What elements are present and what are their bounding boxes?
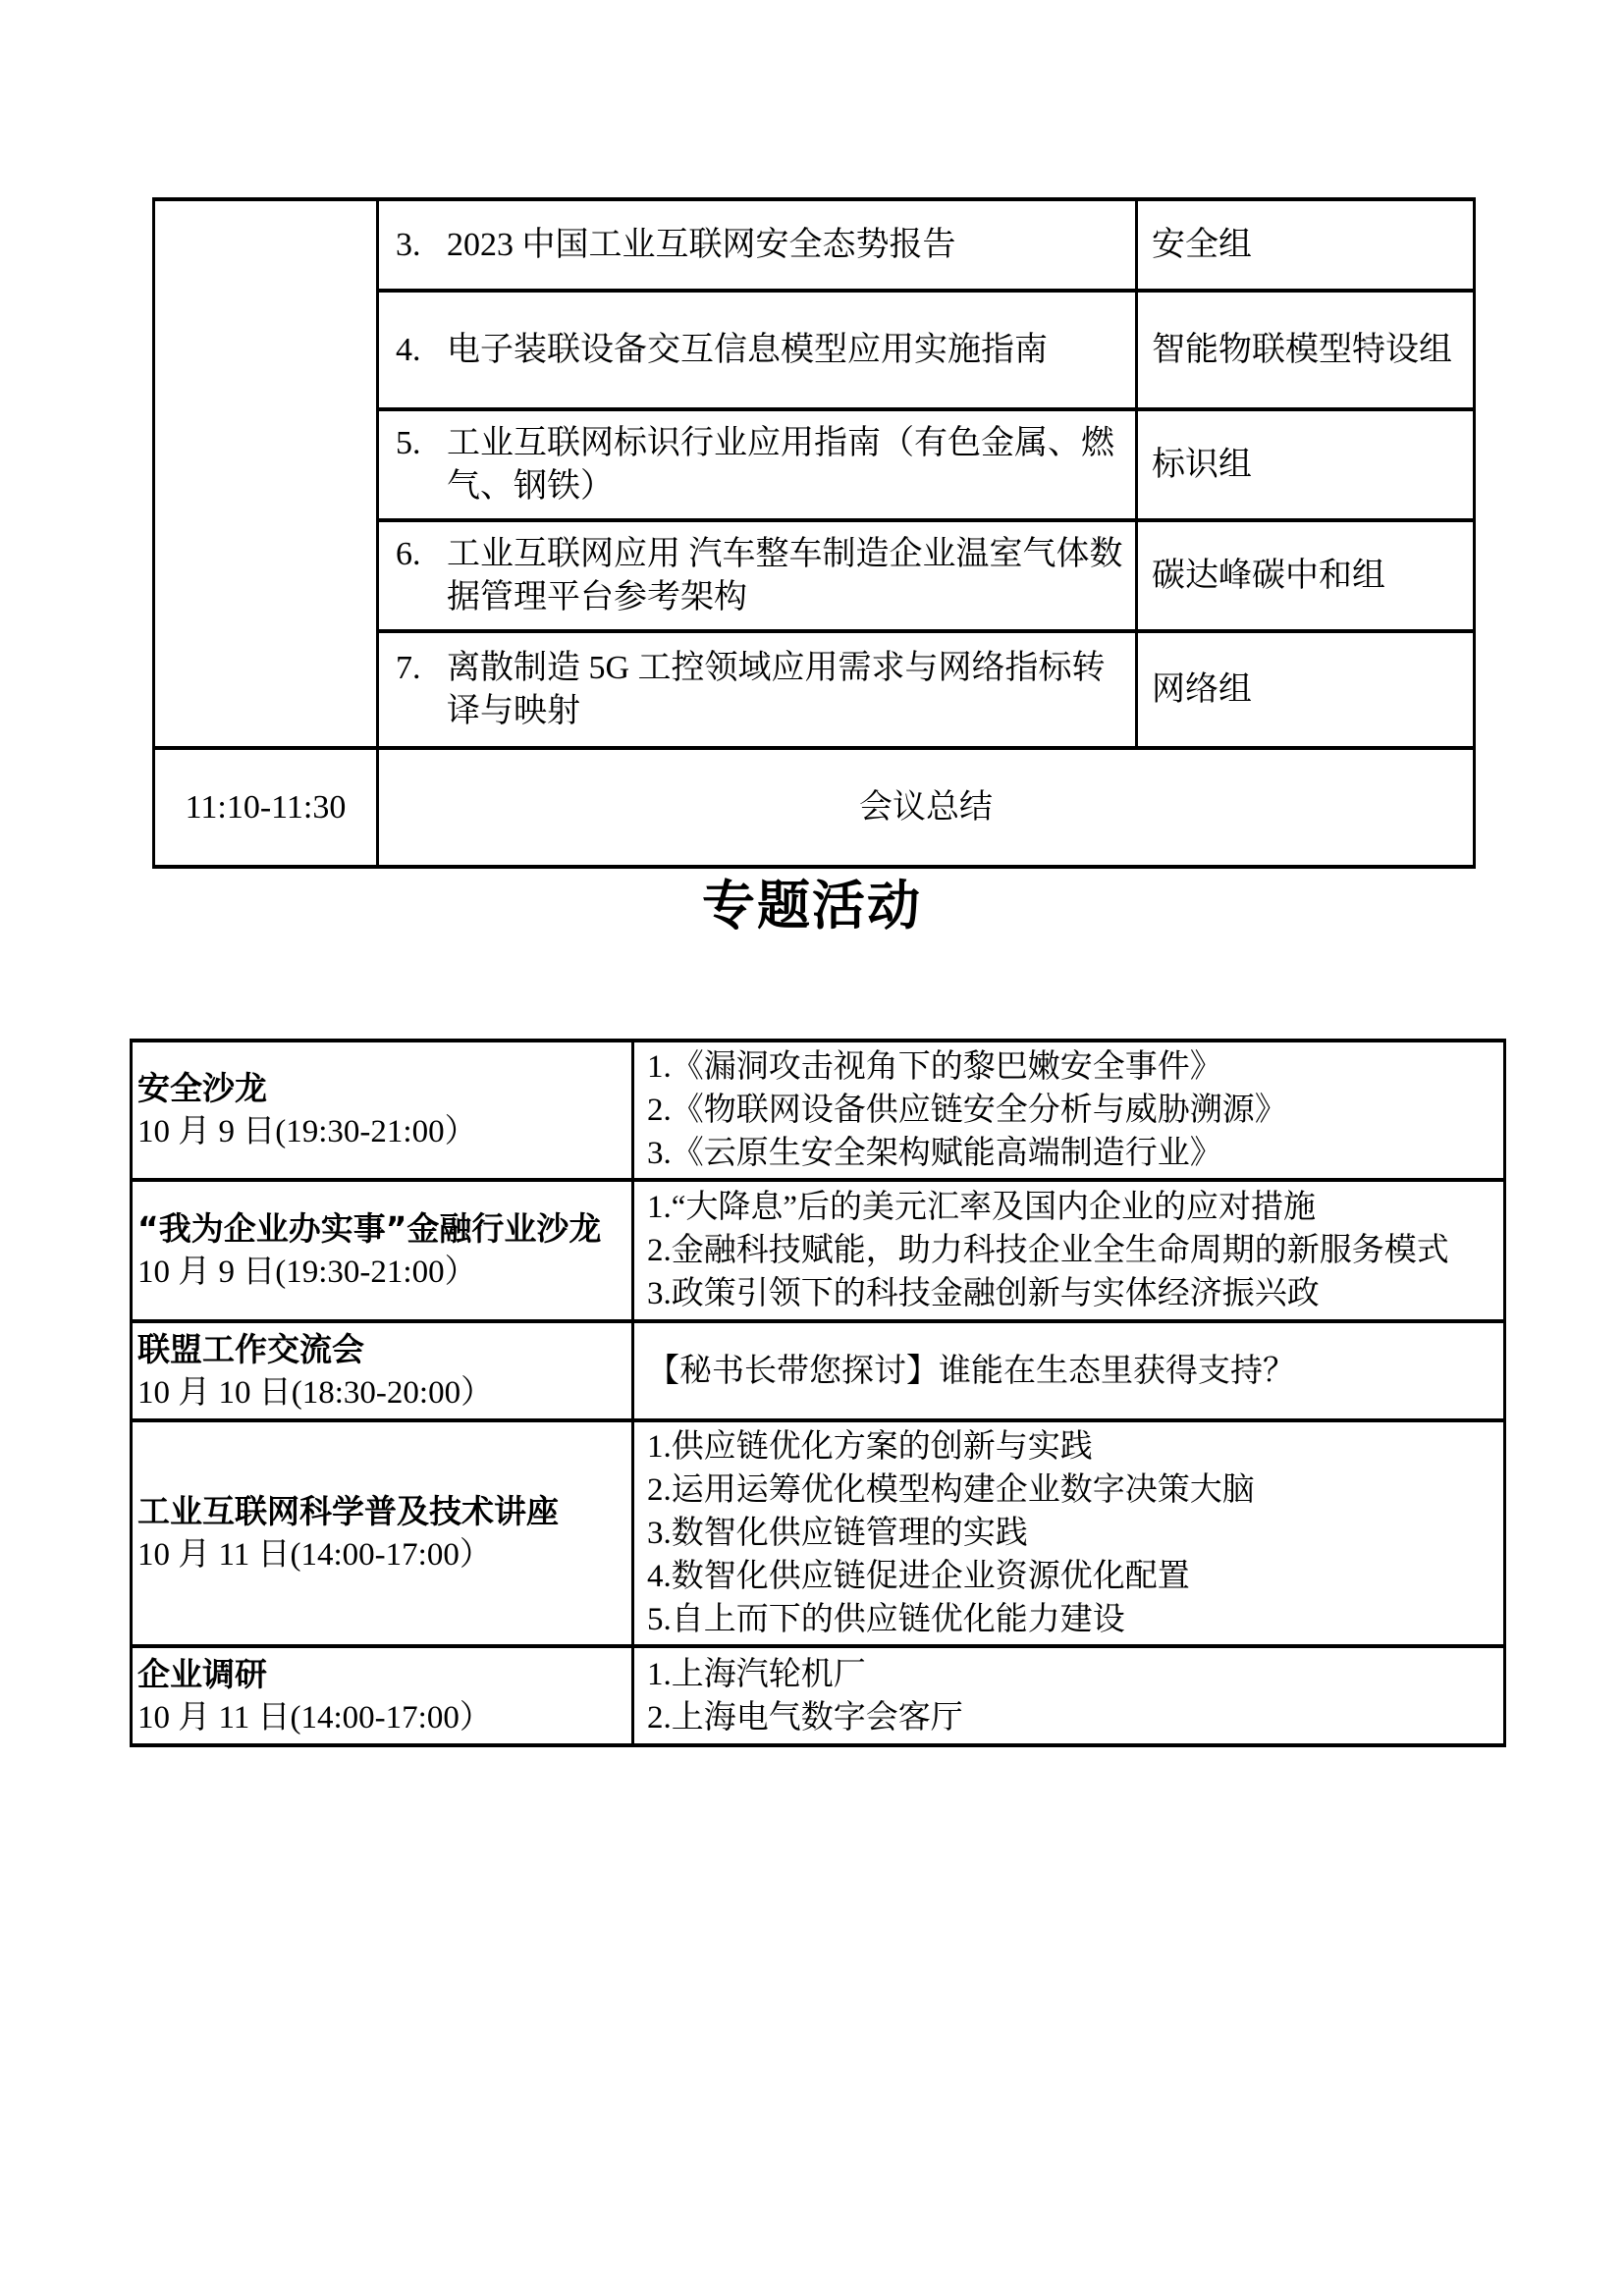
activity-item: 1.上海汽轮机厂 xyxy=(647,1656,866,1692)
activity-name: 安全沙龙 xyxy=(137,1069,267,1107)
activity-name: 工业互联网科学普及技术讲座 xyxy=(137,1492,559,1530)
activity-item: 3.政策引领下的科技金融创新与实体经济振兴政 xyxy=(647,1276,1320,1311)
agenda-item-cell xyxy=(378,409,1137,520)
agenda-item-cell xyxy=(378,199,1137,291)
activity-item: 1.《漏洞攻击视角下的黎巴嫩安全事件》 xyxy=(647,1049,1222,1085)
agenda-time-cell: 11:10-11:30 xyxy=(154,748,378,867)
agenda-item-text xyxy=(396,647,1123,733)
activity-item: 1.“大降息”后的美元汇率及国内企业的应对措施 xyxy=(647,1190,1317,1225)
activity-list-cell xyxy=(633,1420,1505,1646)
activity-item: 3.数智化供应链管理的实践 xyxy=(647,1516,1028,1551)
agenda-item-number: 6. xyxy=(396,535,421,572)
activities-table xyxy=(130,1039,1506,1747)
agenda-item-number: 7. xyxy=(396,649,421,686)
activity-date: 10 月 9 日(19:30-21:00） xyxy=(137,1255,477,1290)
agenda-group-cell: 智能物联模型特设组 xyxy=(1137,291,1475,409)
agenda-table xyxy=(152,197,1476,869)
agenda-time-cell-empty xyxy=(154,199,378,748)
agenda-group-cell: 安全组 xyxy=(1137,199,1475,291)
activity-item: 2.《物联网设备供应链安全分析与威胁溯源》 xyxy=(647,1093,1287,1128)
agenda-group-cell: 网络组 xyxy=(1137,631,1475,748)
agenda-item-cell xyxy=(378,291,1137,409)
activity-date: 10 月 11 日(14:00-17:00） xyxy=(137,1699,492,1735)
activity-item: 2.上海电气数字会客厅 xyxy=(647,1699,963,1735)
activity-item: 4.数智化供应链促进企业资源优化配置 xyxy=(647,1559,1190,1594)
agenda-item-cell xyxy=(378,631,1137,748)
agenda-item-title: 工业互联网标识行业应用指南（有色金属、燃气、钢铁） xyxy=(447,424,1114,505)
activity-item: 【秘书长带您探讨】谁能在生态里获得支持？ xyxy=(647,1353,1295,1389)
activity-list-cell xyxy=(633,1321,1505,1420)
activity-row xyxy=(132,1041,1505,1180)
activity-date: 10 月 9 日(19:30-21:00） xyxy=(137,1114,477,1149)
activity-item: 1.供应链优化方案的创新与实践 xyxy=(647,1429,1093,1465)
activity-head-cell xyxy=(132,1041,633,1180)
agenda-item-title: 工业互联网应用 汽车整车制造企业温室气体数据管理平台参考架构 xyxy=(447,535,1123,615)
activity-list-cell xyxy=(633,1646,1505,1745)
activity-head-cell xyxy=(132,1420,633,1646)
agenda-group-cell: 标识组 xyxy=(1137,409,1475,520)
activity-head-cell xyxy=(132,1646,633,1745)
agenda-item-text xyxy=(396,533,1123,619)
agenda-group-cell: 碳达峰碳中和组 xyxy=(1137,520,1475,631)
activity-date: 10 月 10 日(18:30-20:00） xyxy=(137,1374,494,1411)
agenda-item-text xyxy=(396,422,1123,508)
agenda-summary-cell: 会议总结 xyxy=(378,748,1475,867)
activity-row xyxy=(132,1646,1505,1745)
activity-item: 3.《云原生安全架构赋能高端制造行业》 xyxy=(647,1136,1222,1171)
agenda-item-title: 离散制造 5G 工控领域应用需求与网络指标转译与映射 xyxy=(447,649,1106,729)
agenda-item-number: 4. xyxy=(396,331,421,368)
activity-name: “我为企业办实事”金融行业沙龙 xyxy=(137,1209,602,1248)
activity-row xyxy=(132,1180,1505,1321)
agenda-item-title: 电子装联设备交互信息模型应用实施指南 xyxy=(447,331,1048,368)
activity-item: 5.自上而下的供应链优化能力建设 xyxy=(647,1602,1125,1637)
activity-head-cell xyxy=(132,1321,633,1420)
agenda-item-cell xyxy=(378,520,1137,631)
agenda-item-text xyxy=(396,224,1123,267)
activity-head-cell xyxy=(132,1180,633,1321)
activity-row xyxy=(132,1420,1505,1646)
activity-list-cell xyxy=(633,1041,1505,1180)
activity-name: 企业调研 xyxy=(137,1654,267,1693)
activity-date: 10 月 11 日(14:00-17:00） xyxy=(137,1537,492,1573)
section-title: 专题活动 xyxy=(702,875,922,936)
agenda-item-title: 2023 中国工业互联网安全态势报告 xyxy=(447,226,956,263)
agenda-row xyxy=(154,199,1475,291)
agenda-summary-row xyxy=(154,748,1475,867)
activity-row xyxy=(132,1321,1505,1420)
agenda-item-number: 5. xyxy=(396,424,421,461)
activity-list-cell xyxy=(633,1180,1505,1321)
activity-item: 2.金融科技赋能，助力科技企业全生命周期的新服务模式 xyxy=(647,1233,1449,1268)
agenda-item-text xyxy=(396,329,1123,372)
agenda-item-number: 3. xyxy=(396,226,421,263)
activity-name: 联盟工作交流会 xyxy=(137,1329,364,1368)
activity-item: 2.运用运筹优化模型构建企业数字决策大脑 xyxy=(647,1472,1255,1508)
